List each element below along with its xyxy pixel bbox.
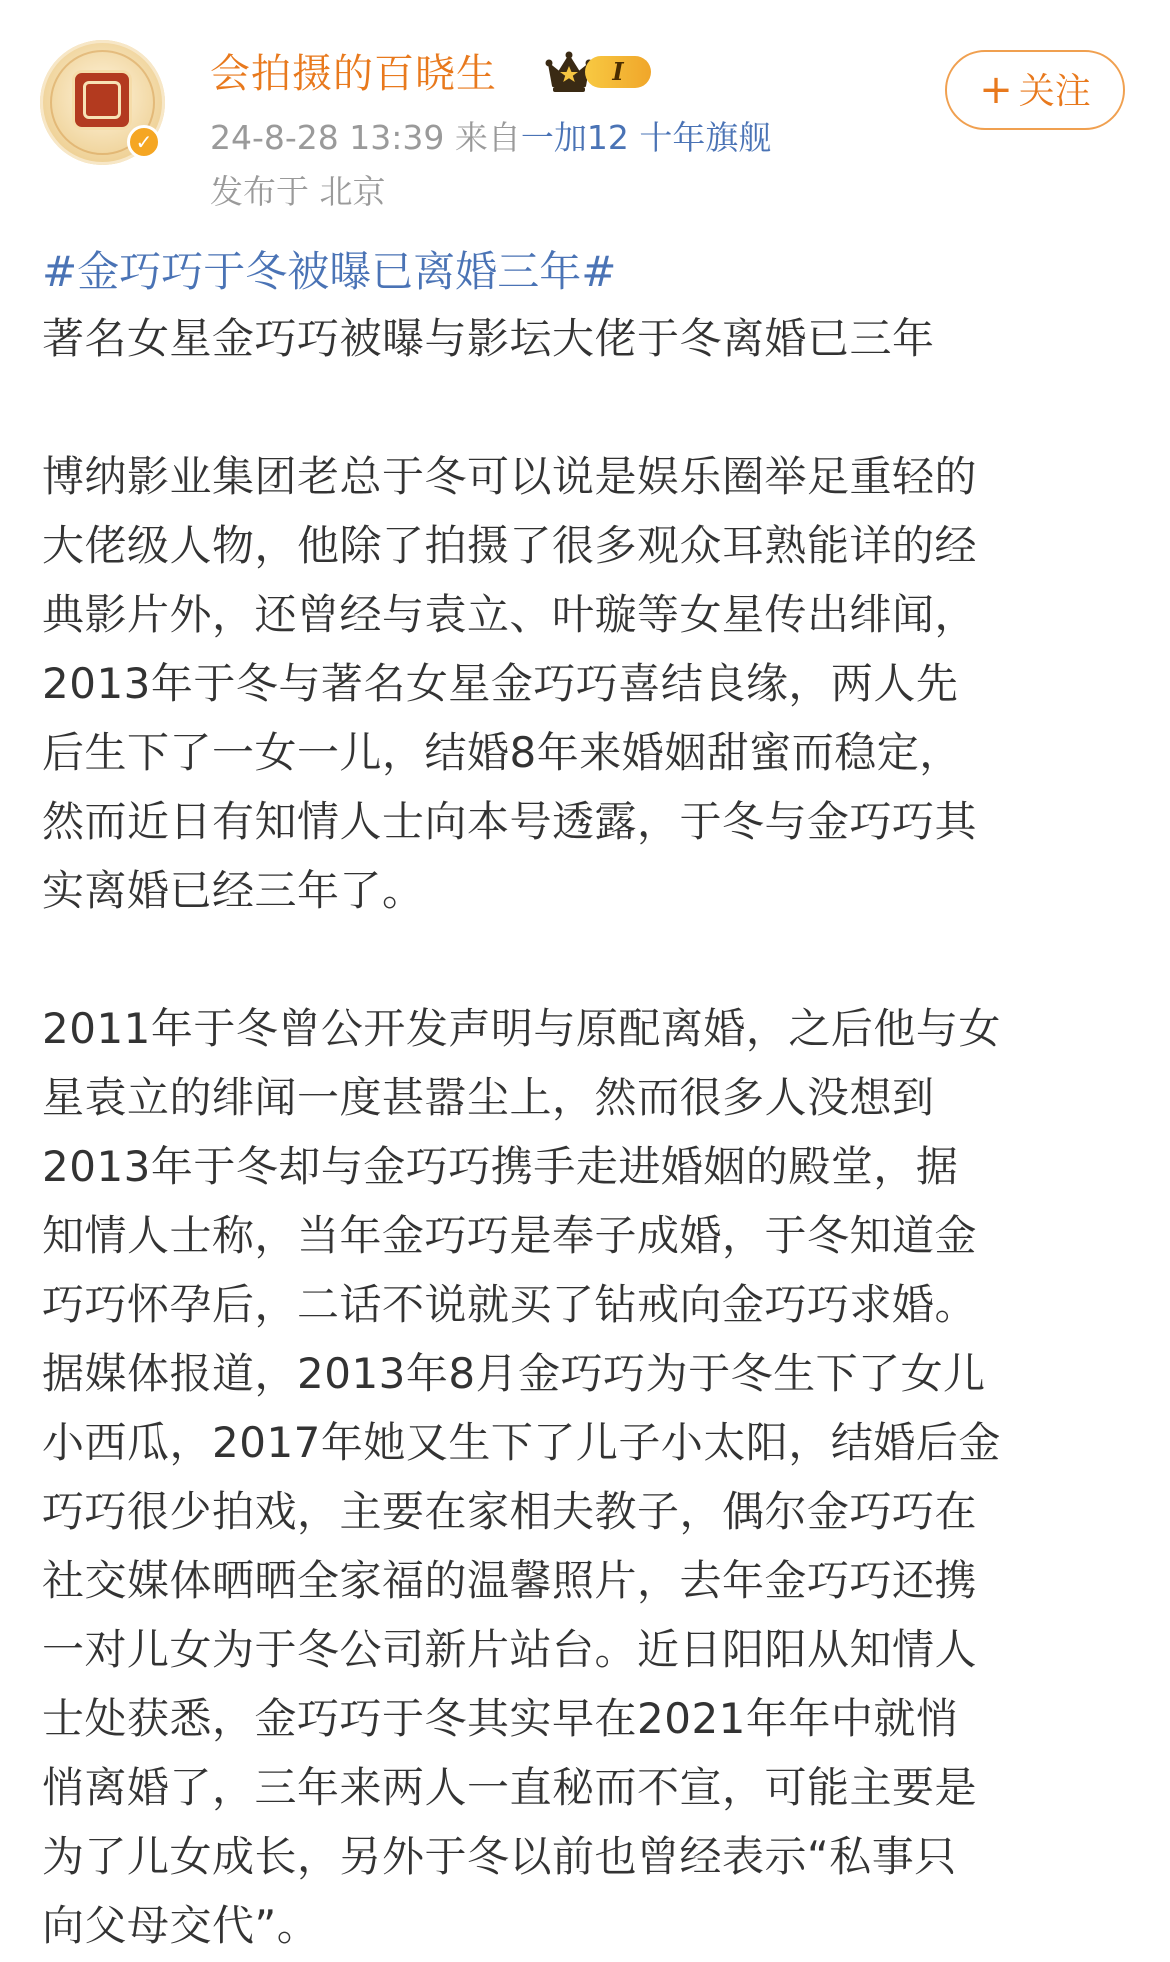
text-line: 后生下了一女一儿，结婚8年来婚姻甜蜜而稳定， bbox=[42, 728, 962, 777]
level-badge: I bbox=[585, 56, 651, 88]
text-line: 2013年于冬与著名女星金巧巧喜结良缘，两人先 bbox=[42, 659, 959, 708]
avatar-seal-icon bbox=[72, 70, 132, 130]
text-line: 2011年于冬曾公开发声明与原配离婚，之后他与女 bbox=[42, 1004, 1001, 1053]
text-line: 据媒体报道，2013年8月金巧巧为于冬生下了女儿 bbox=[42, 1349, 986, 1398]
text-line: 实离婚已经三年了。 bbox=[42, 866, 425, 915]
text-line: 一对儿女为于冬公司新片站台。近日阳阳从知情人 bbox=[42, 1625, 978, 1674]
post-location: 发布于 北京 bbox=[210, 172, 386, 211]
text-line: 巧巧很少拍戏，主要在家相夫教子，偶尔金巧巧在 bbox=[42, 1487, 978, 1536]
text-line: 然而近日有知情人士向本号透露，于冬与金巧巧其 bbox=[42, 797, 978, 846]
text-line: 悄离婚了，三年来两人一直秘而不宣，可能主要是 bbox=[42, 1763, 978, 1812]
text-line: 士处获悉，金巧巧于冬其实早在2021年年中就悄 bbox=[42, 1694, 959, 1743]
hashtag-link[interactable]: #金巧巧于冬被曝已离婚三年# bbox=[42, 247, 617, 296]
post-header bbox=[0, 0, 1170, 230]
text-line: 巧巧怀孕后，二话不说就买了钻戒向金巧巧求婚。 bbox=[42, 1280, 978, 1329]
follow-label: 关注 bbox=[1018, 71, 1091, 112]
member-badge[interactable] bbox=[545, 48, 655, 96]
text-line: 典影片外，还曾经与袁立、叶璇等女星传出绯闻， bbox=[42, 590, 978, 639]
device-link[interactable]: 一加12 十年旗舰 bbox=[520, 118, 772, 157]
paragraph-gap bbox=[42, 373, 1132, 442]
post-date: 24-8-28 13:39 bbox=[210, 118, 445, 157]
avatar[interactable] bbox=[40, 40, 165, 165]
text-line: 著名女星金巧巧被曝与影坛大佬于冬离婚已三年 bbox=[42, 314, 935, 363]
username[interactable]: 会拍摄的百晓生 bbox=[210, 51, 497, 97]
follow-button[interactable] bbox=[945, 50, 1125, 130]
post-body bbox=[42, 240, 1132, 1960]
text-line: 知情人士称，当年金巧巧是奉子成婚，于冬知道金 bbox=[42, 1211, 978, 1260]
text-line: 星袁立的绯闻一度甚嚣尘上，然而很多人没想到 bbox=[42, 1073, 935, 1122]
post-meta bbox=[210, 112, 771, 159]
paragraph-gap bbox=[42, 925, 1132, 994]
text-line: 大佬级人物，他除了拍摄了很多观众耳熟能详的经 bbox=[42, 521, 978, 570]
verified-badge-icon: ✓ bbox=[127, 125, 161, 159]
text-line: 博纳影业集团老总于冬可以说是娱乐圈举足重轻的 bbox=[42, 452, 978, 501]
text-line: 为了儿女成长，另外于冬以前也曾经表示“私事只 bbox=[42, 1832, 957, 1881]
text-line: 向父母交代”。 bbox=[42, 1901, 320, 1950]
source-prefix: 来自 bbox=[454, 118, 521, 157]
text-line: 2013年于冬却与金巧巧携手走进婚姻的殿堂，据 bbox=[42, 1142, 959, 1191]
plus-icon: + bbox=[979, 67, 1013, 113]
text-line: 小西瓜，2017年她又生下了儿子小太阳，结婚后金 bbox=[42, 1418, 1001, 1467]
text-line: 社交媒体晒晒全家福的温馨照片，去年金巧巧还携 bbox=[42, 1556, 978, 1605]
